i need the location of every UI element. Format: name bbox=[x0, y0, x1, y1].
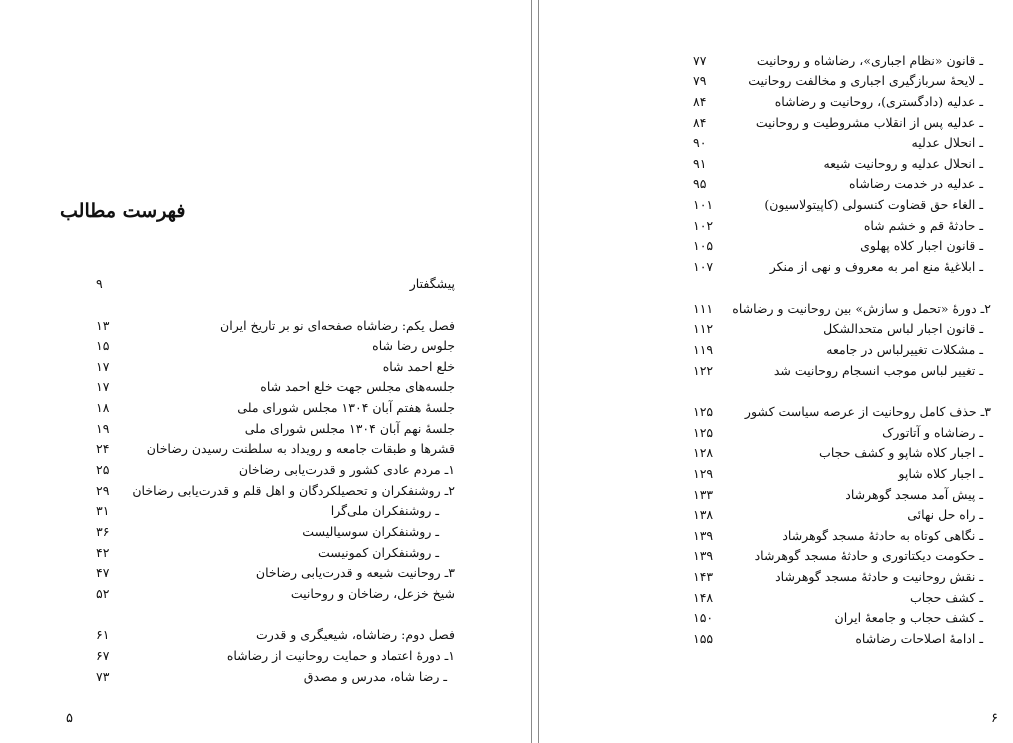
toc-entry-page: ۵۲ bbox=[96, 585, 110, 601]
toc-entry bbox=[60, 273, 455, 293]
toc-entry-title: ـ مشکلات تغییرلباس در جامعه bbox=[826, 341, 983, 357]
toc-entry-title: ـ رضا شاه، مدرس و مصدق bbox=[303, 668, 447, 684]
toc-entry bbox=[605, 442, 983, 462]
toc-entry-title: جلسهٔ هفتم آبان ۱۳۰۴ مجلس شورای ملی bbox=[237, 399, 455, 415]
toc-entry-title: ـ لایحهٔ سربازگیری اجباری و مخالفت روحانیت bbox=[748, 72, 983, 88]
toc-entry-title: ـ تغییر لباس موجب انسجام روحانیت شد bbox=[773, 362, 983, 378]
toc-entry bbox=[60, 335, 455, 355]
toc-entry-title: ـ راه حل نهائی bbox=[907, 506, 983, 522]
toc-entry-page: ۷۷ bbox=[693, 52, 707, 68]
toc-entry-page: ۱۳۸ bbox=[693, 506, 714, 522]
toc-entry-title: ۲ـ روشنفکران و تحصیلکردگان و اهل قلم و قدرت‌یابی رضاخان bbox=[132, 482, 455, 498]
toc-entry-page: ۱۳۹ bbox=[693, 527, 714, 543]
toc-entry bbox=[605, 194, 983, 214]
toc-entry bbox=[605, 401, 991, 421]
spine-line bbox=[538, 0, 539, 743]
toc-entry-page: ۱۳۳ bbox=[693, 486, 714, 502]
toc-entry-page: ۶۱ bbox=[96, 626, 110, 642]
toc-entry-page: ۷۹ bbox=[693, 72, 707, 88]
toc-entry-page: ۴۷ bbox=[96, 564, 110, 580]
toc-entry-page: ۱۴۳ bbox=[693, 568, 714, 584]
toc-entry-page: ۱۰۵ bbox=[693, 237, 714, 253]
toc-entry-page: ۱۰۱ bbox=[693, 196, 714, 212]
toc-entry-title: ـ عدلیه پس از انقلاب مشروطیت و روحانیت bbox=[755, 114, 983, 130]
toc-entry-title: ـ نگاهی کوتاه به حادثهٔ مسجد گوهرشاد bbox=[782, 527, 983, 543]
toc-entry bbox=[605, 484, 983, 504]
toc-entry-title: ـ قانون اجبار لباس متحدالشکل bbox=[823, 320, 983, 336]
toc-entry-title: شیخ خزعل، رضاخان و روحانیت bbox=[290, 585, 455, 601]
toc-entry-page: ۹۰ bbox=[693, 134, 707, 150]
toc-entry-page: ۹۱ bbox=[693, 155, 707, 171]
toc-entry-title: ـ نقش روحانیت و حادثهٔ مسجد گوهرشاد bbox=[775, 568, 983, 584]
toc-entry-title: ـ کشف حجاب و جامعهٔ ایران bbox=[834, 609, 983, 625]
toc-entry-page: ۲۴ bbox=[96, 440, 110, 456]
toc-entry bbox=[605, 256, 983, 276]
toc-entry bbox=[60, 521, 455, 541]
toc-entry-page: ۱۲۵ bbox=[693, 424, 714, 440]
toc-entry-title: ـ حکومت دیکتاتوری و حادثهٔ مسجد گوهرشاد bbox=[754, 547, 983, 563]
toc-entry bbox=[60, 500, 455, 520]
toc-entry bbox=[605, 318, 983, 338]
toc-entry-title: فصل دوم: رضاشاه، شیعیگری و قدرت bbox=[255, 626, 455, 642]
toc-entry bbox=[605, 215, 983, 235]
toc-entry-title: قشرها و طبقات جامعه و رویداد به سلطنت رسیدن رضاخان bbox=[146, 440, 455, 456]
toc-entry-page: ۴۲ bbox=[96, 544, 110, 560]
toc-entry-page: ۱۵۰ bbox=[693, 609, 714, 625]
toc-entry bbox=[60, 397, 455, 417]
toc-entry bbox=[60, 624, 455, 644]
toc-entry bbox=[605, 91, 983, 111]
toc-entry-title: ـ الغاء حق قضاوت کنسولی (کاپیتولاسیون) bbox=[764, 196, 983, 212]
toc-entry-page: ۱۸ bbox=[96, 399, 110, 415]
toc-entry-title: جلسهٔ نهم آبان ۱۳۰۴ مجلس شورای ملی bbox=[244, 420, 455, 436]
toc-entry bbox=[605, 607, 983, 627]
spine-line bbox=[531, 0, 532, 743]
toc-entry-title: ۲ـ دورهٔ «تحمل و سازش» بین روحانیت و رضاشاه bbox=[732, 300, 991, 316]
toc-entry-title: ـ حادثهٔ قم و خشم شاه bbox=[863, 217, 983, 233]
toc-entry bbox=[60, 480, 455, 500]
toc-entry bbox=[60, 418, 455, 438]
toc-entry-page: ۱۳ bbox=[96, 317, 110, 333]
toc-entry-page: ۱۳۹ bbox=[693, 547, 714, 563]
toc-entry bbox=[605, 70, 983, 90]
toc-entry bbox=[60, 666, 455, 686]
toc-entry-page: ۱۲۸ bbox=[693, 444, 714, 460]
toc-entry-title: ۱ـ دورهٔ اعتماد و حمایت روحانیت از رضاشاه bbox=[226, 647, 455, 663]
toc-entry bbox=[605, 504, 983, 524]
toc-entry-page: ۲۹ bbox=[96, 482, 110, 498]
toc-entry bbox=[60, 315, 455, 335]
toc-entry-title: فصل یکم: رضاشاه صفحه‌ای نو بر تاریخ ایران bbox=[220, 317, 455, 333]
toc-entry bbox=[60, 542, 455, 562]
toc-entry bbox=[605, 132, 983, 152]
left-page-number: ۵ bbox=[66, 711, 73, 726]
toc-entry-page: ۱۲۹ bbox=[693, 465, 714, 481]
toc-entry-title: ـ کشف حجاب bbox=[909, 589, 983, 605]
toc-entry-page: ۳۱ bbox=[96, 502, 110, 518]
toc-entry-page: ۶۷ bbox=[96, 647, 110, 663]
toc-entry bbox=[60, 583, 455, 603]
toc-entry-page: ۱۹ bbox=[96, 420, 110, 436]
toc-entry-title: ـ رضاشاه و آتاتورک bbox=[882, 424, 983, 440]
toc-entry-title: پیشگفتار bbox=[409, 275, 455, 291]
toc-entry-title: خلع احمد شاه bbox=[382, 358, 455, 374]
toc-heading: فهرست مطالب bbox=[60, 200, 186, 222]
right-page-number: ۶ bbox=[991, 711, 998, 726]
toc-entry bbox=[605, 112, 983, 132]
toc-entry-page: ۱۵ bbox=[96, 337, 110, 353]
toc-entry bbox=[605, 360, 983, 380]
toc-entry-page: ۱۱۲ bbox=[693, 320, 714, 336]
toc-entry-title: ـ قانون اجبار کلاه پهلوی bbox=[860, 237, 983, 253]
toc-entry-page: ۸۴ bbox=[693, 93, 707, 109]
toc-entry-title: ۱ـ مردم عادی کشور و قدرت‌یابی رضاخان bbox=[238, 461, 455, 477]
toc-entry-page: ۱۵۵ bbox=[693, 630, 714, 646]
toc-entry-page: ۱۱۹ bbox=[693, 341, 714, 357]
toc-entry bbox=[605, 153, 983, 173]
toc-entry-page: ۱۷ bbox=[96, 378, 110, 394]
toc-entry-title: جلسه‌های مجلس جهت خلع احمد شاه bbox=[260, 378, 455, 394]
toc-entry-page: ۹۵ bbox=[693, 175, 707, 191]
toc-entry bbox=[60, 438, 455, 458]
toc-entry-title: ـ انحلال عدلیه bbox=[911, 134, 983, 150]
toc-entry bbox=[605, 545, 983, 565]
toc-entry bbox=[60, 459, 455, 479]
toc-entry bbox=[605, 566, 983, 586]
toc-entry bbox=[605, 298, 991, 318]
toc-entry-title: ـ ابلاغیهٔ منع امر به معروف و نهی از منکر bbox=[769, 258, 983, 274]
toc-entry bbox=[605, 463, 983, 483]
toc-entry-page: ۱۰۲ bbox=[693, 217, 714, 233]
toc-entry-page: ۸۴ bbox=[693, 114, 707, 130]
toc-entry-page: ۷۳ bbox=[96, 668, 110, 684]
toc-entry-title: ـ روشنفکران کمونیست bbox=[317, 544, 439, 560]
toc-entry-page: ۱۰۷ bbox=[693, 258, 714, 274]
toc-entry-title: ـ پیش آمد مسجد گوهرشاد bbox=[845, 486, 983, 502]
toc-entry-title: جلوس رضا شاه bbox=[372, 337, 455, 353]
toc-entry-page: ۹ bbox=[96, 275, 103, 291]
toc-entry-page: ۱۷ bbox=[96, 358, 110, 374]
right-page bbox=[545, 0, 1013, 743]
toc-entry bbox=[60, 376, 455, 396]
toc-entry-page: ۳۶ bbox=[96, 523, 110, 539]
toc-entry-title: ـ روشنفکران سوسیالیست bbox=[302, 523, 439, 539]
toc-entry-title: ـ عدلیه (دادگستری)، روحانیت و رضاشاه bbox=[774, 93, 983, 109]
toc-entry bbox=[605, 422, 983, 442]
toc-entry-title: ۳ـ حذف کامل روحانیت از عرصه سیاست کشور bbox=[744, 403, 991, 419]
toc-entry bbox=[605, 587, 983, 607]
toc-entry-page: ۱۲۵ bbox=[693, 403, 714, 419]
toc-entry-page: ۲۵ bbox=[96, 461, 110, 477]
toc-entry bbox=[605, 173, 983, 193]
toc-entry bbox=[605, 339, 983, 359]
toc-entry-page: ۱۱۱ bbox=[693, 300, 714, 316]
toc-entry bbox=[605, 50, 983, 70]
toc-entry-title: ـ ادامهٔ اصلاحات رضاشاه bbox=[855, 630, 983, 646]
toc-entry-title: ـ قانون «نظام اجباری»، رضاشاه و روحانیت bbox=[756, 52, 983, 68]
toc-entry bbox=[60, 356, 455, 376]
toc-entry bbox=[60, 645, 455, 665]
toc-entry bbox=[605, 525, 983, 545]
toc-entry-title: ـ اجبار کلاه شاپو و کشف حجاب bbox=[819, 444, 983, 460]
toc-entry-page: ۱۴۸ bbox=[693, 589, 714, 605]
toc-entry-page: ۱۲۲ bbox=[693, 362, 714, 378]
toc-entry-title: ـ اجبار کلاه شاپو bbox=[898, 465, 983, 481]
toc-entry bbox=[60, 562, 455, 582]
toc-entry-title: ـ عدلیه در خدمت رضاشاه bbox=[848, 175, 983, 191]
toc-entry-title: ۳ـ روحانیت شیعه و قدرت‌یابی رضاخان bbox=[255, 564, 455, 580]
toc-entry-title: ـ روشنفکران ملی‌گرا bbox=[330, 502, 439, 518]
toc-entry bbox=[605, 628, 983, 648]
toc-entry-title: ـ انحلال عدلیه و روحانیت شیعه bbox=[823, 155, 983, 171]
toc-entry bbox=[605, 235, 983, 255]
